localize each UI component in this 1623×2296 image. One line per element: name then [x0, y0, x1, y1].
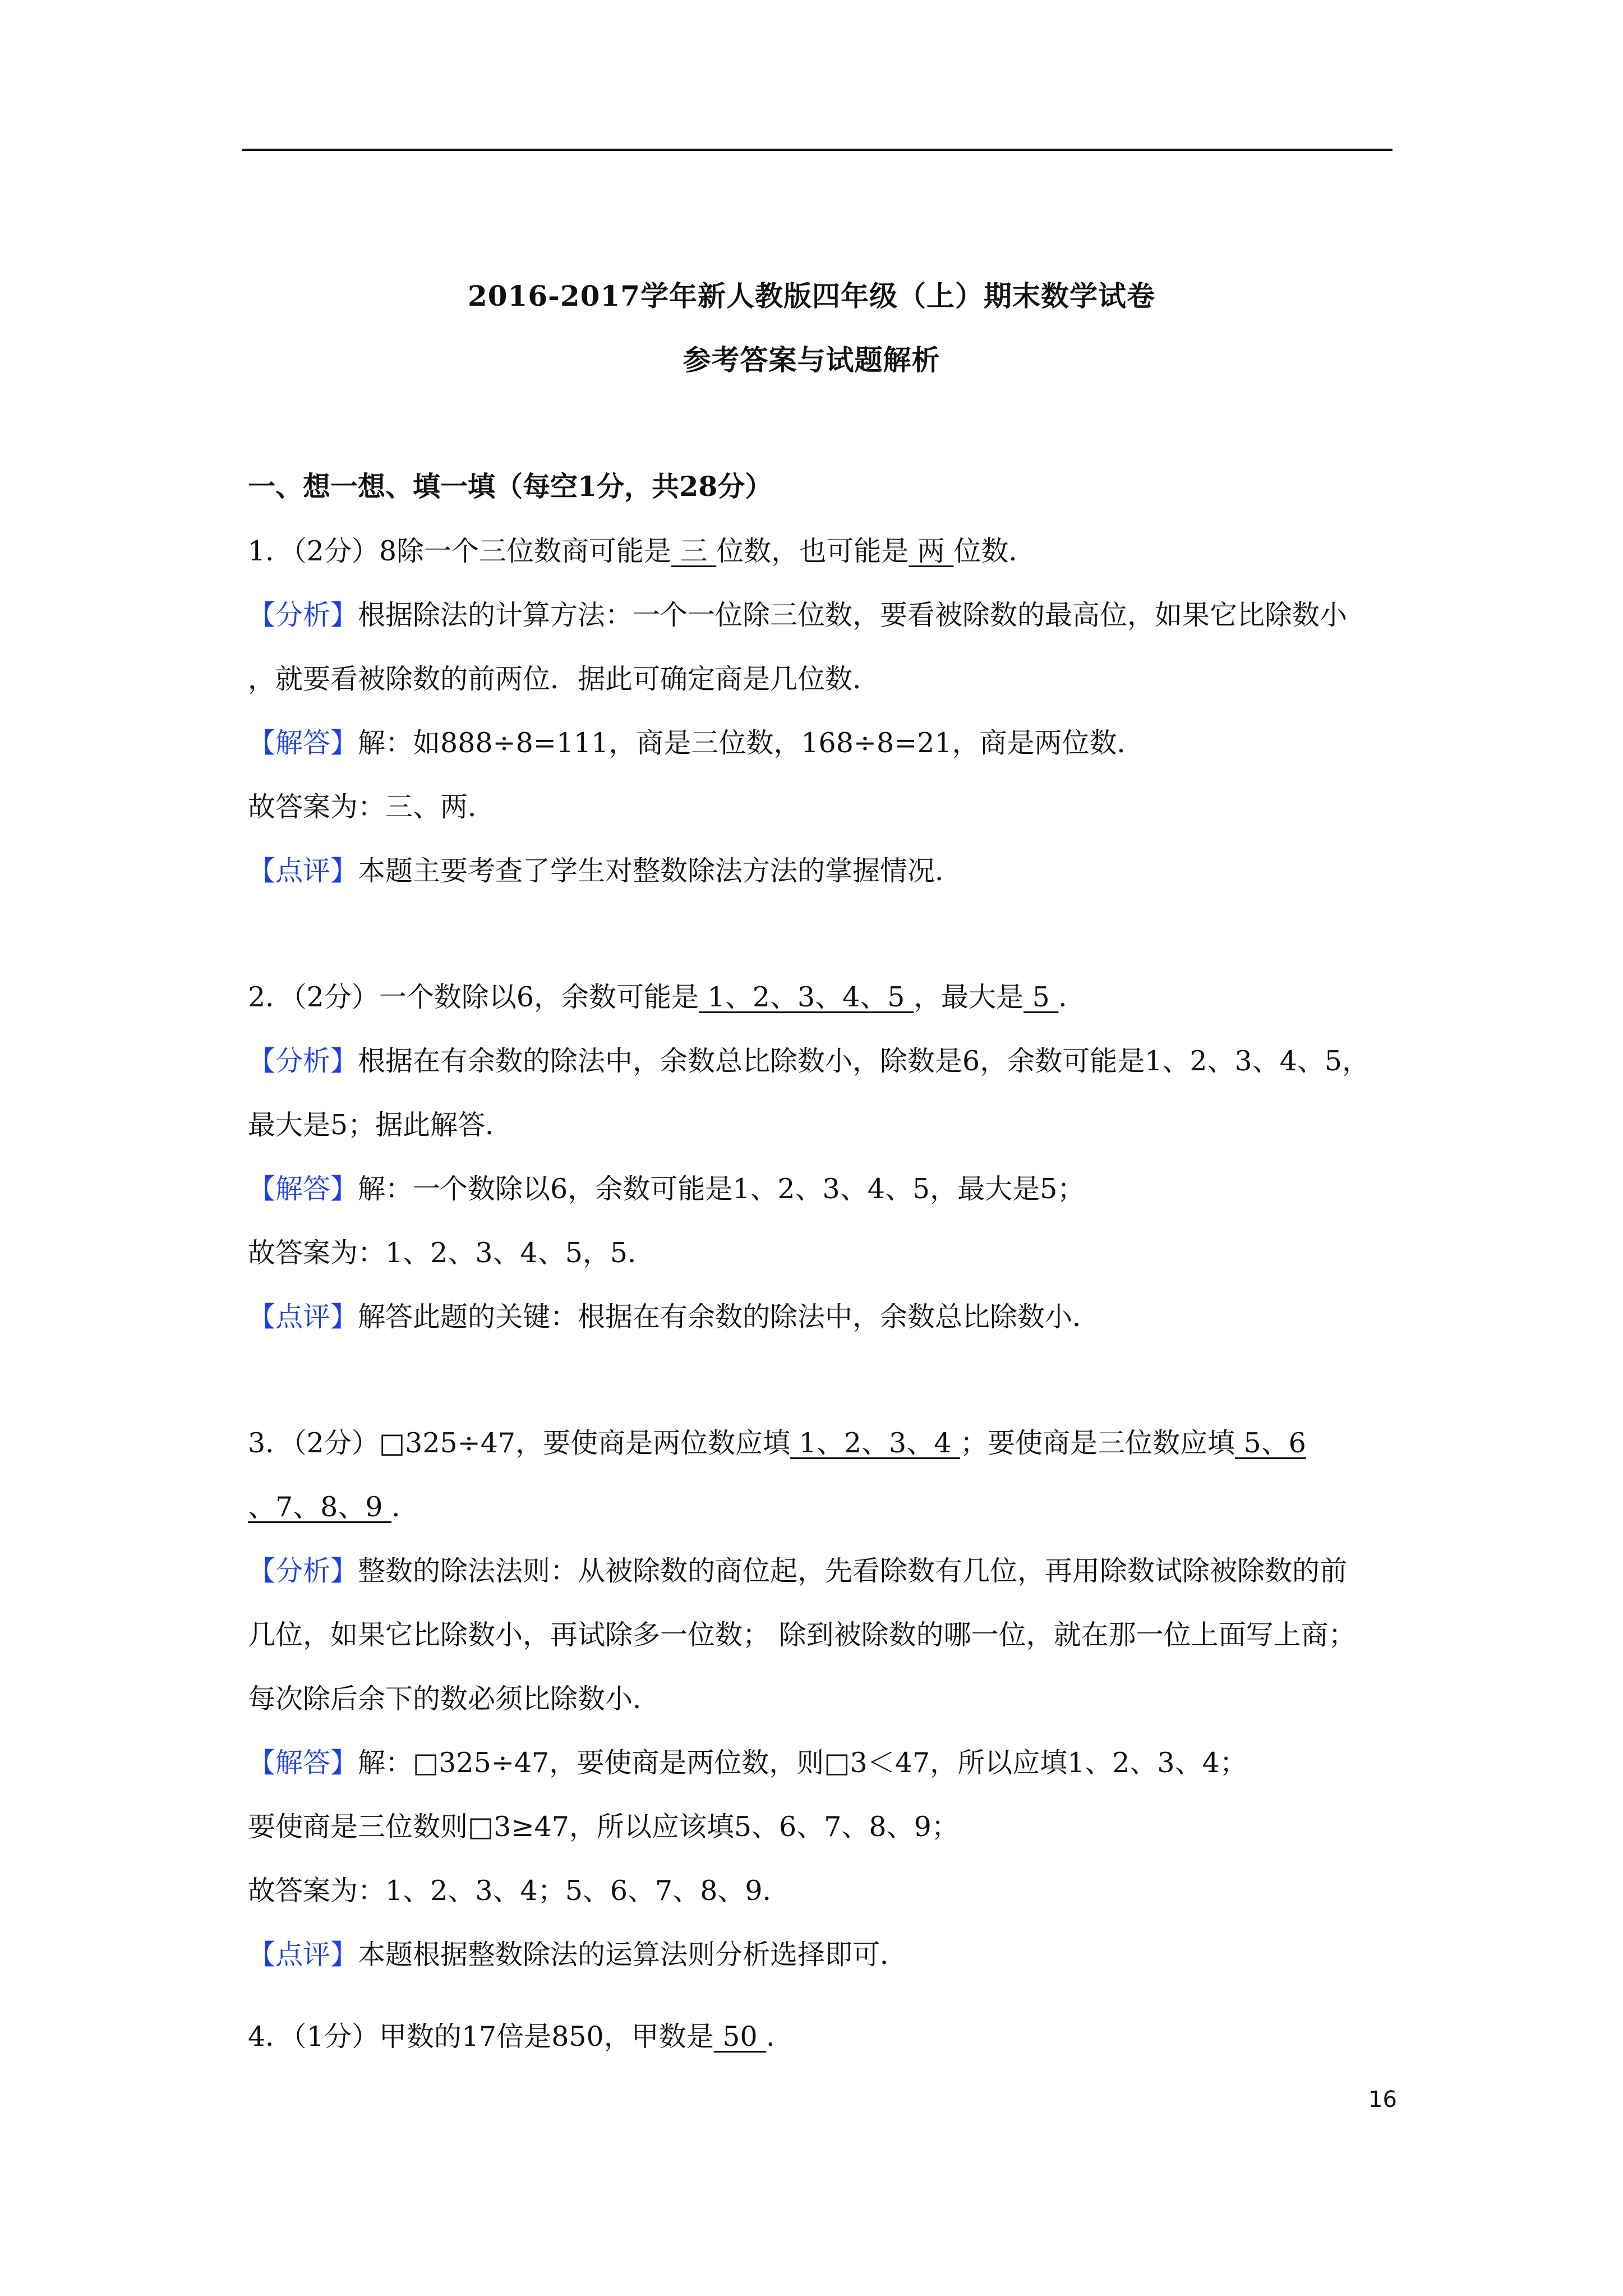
q2-comment-text: 解答此题的关键：根据在有余数的除法中，余数总比除数小．: [358, 1301, 1100, 1333]
q3-comment-text: 本题根据整数除法的运算法则分析选择即可．: [358, 1939, 908, 1971]
q3-blank-1: 1、2、3、4: [790, 1427, 960, 1459]
q1-answer-line-2: 故答案为：三、两．: [248, 791, 496, 823]
answer-tag: 【解答】: [248, 1747, 358, 1779]
q2-comment-line: [248, 1299, 1100, 1336]
document-subtitle: 参考答案与试题解析: [683, 343, 940, 376]
document-title: 2016-2017学年新人教版四年级（上）期末数学试卷: [467, 279, 1156, 312]
q1-analysis-text-1: 根据除法的计算方法：一个一位除三位数，要看被除数的最高位，如果它比除数小: [358, 599, 1348, 631]
q3-analysis-text-1: 整数的除法法则：从被除数的商位起，先看除数有几位，再用除数试除被除数的前: [358, 1555, 1348, 1587]
q4-stem-a: 4．（1分）甲数的17倍是850，甲数是: [248, 2021, 714, 2053]
comment-tag: 【点评】: [248, 855, 358, 887]
q3-blank-2: 5、6: [1234, 1427, 1306, 1459]
q3-answer-line-3: 故答案为：1、2、3、4；5、6、7、8、9．: [248, 1875, 790, 1907]
q3-analysis-line-3: 每次除后余下的数必须比除数小．: [248, 1683, 661, 1715]
q1-blank-1: 三: [671, 535, 717, 567]
question-3-stem-cont: [248, 1489, 419, 1526]
q3-answer-text-1: 解：□325÷47，要使商是两位数，则□3＜47，所以应填1、2、3、4；: [358, 1747, 1247, 1779]
q3-comment-line: [248, 1936, 907, 1973]
comment-tag: 【点评】: [248, 1939, 358, 1971]
answer-tag: 【解答】: [248, 727, 358, 759]
q1-analysis-line-1: [248, 597, 1347, 634]
section-heading: 一、想一想、填一填（每空1分，共28分）: [248, 470, 773, 503]
question-4-stem: [248, 2018, 794, 2055]
q1-stem-a: 1．（2分）8除一个三位数商可能是: [248, 535, 672, 567]
q3-blank-2-cont: 、7、8、9: [248, 1491, 392, 1523]
q4-stem-b: ．: [766, 2021, 794, 2053]
q3-analysis-line-1: [248, 1553, 1347, 1590]
q2-stem-c: ．: [1058, 981, 1086, 1013]
analysis-tag: 【分析】: [248, 1045, 358, 1077]
q2-stem-a: 2．（2分）一个数除以6，余数可能是: [248, 981, 699, 1013]
q2-answer-line-2: 故答案为：1、2、3、4、5，5．: [248, 1237, 656, 1269]
question-1-stem: [248, 533, 1036, 570]
question-3-stem: [248, 1425, 1306, 1462]
q1-comment-text: 本题主要考查了学生对整数除法方法的掌握情况．: [358, 855, 963, 887]
q1-stem-c: 位数．: [953, 535, 1036, 567]
q1-stem-b: 位数，也可能是: [716, 535, 909, 567]
q3-stem-b: ；要使商是三位数应填: [960, 1427, 1235, 1459]
q1-analysis-line-2: ，就要看被除数的前两位．据此可确定商是几位数．: [248, 663, 880, 695]
q2-analysis-line-2: 最大是5；据此解答．: [248, 1109, 513, 1141]
q2-blank-1: 1、2、3、4、5: [699, 981, 914, 1013]
q1-blank-2: 两: [909, 535, 954, 567]
question-2-stem: [248, 979, 1086, 1016]
q1-comment-line: [248, 853, 962, 890]
q2-answer-line-1: [248, 1171, 1085, 1208]
header-rule: [242, 149, 1393, 151]
q1-answer-text-1: 解：如888÷8=111，商是三位数，168÷8=21，商是两位数．: [358, 727, 1145, 759]
q2-analysis-line-1: [248, 1043, 1370, 1080]
q2-analysis-text-1: 根据在有余数的除法中，余数总比除数小，除数是6，余数可能是1、2、3、4、5，: [358, 1045, 1370, 1077]
page-number: 16: [1368, 2087, 1397, 2113]
q2-stem-b: ，最大是: [914, 981, 1024, 1013]
analysis-tag: 【分析】: [248, 1555, 358, 1587]
q3-analysis-line-2: 几位，如果它比除数小，再试除多一位数； 除到被除数的哪一位，就在那一位上面写上商；: [248, 1619, 1356, 1651]
analysis-tag: 【分析】: [248, 599, 358, 631]
q3-answer-line-2: 要使商是三位数则□3≥47，所以应该填5、6、7、8、9；: [248, 1811, 959, 1843]
q3-stem-c: ．: [391, 1491, 419, 1523]
q2-answer-text-1: 解：一个数除以6，余数可能是1、2、3、4、5，最大是5；: [358, 1173, 1085, 1205]
q3-answer-line-1: [248, 1745, 1247, 1782]
q4-blank-1: 50: [713, 2021, 767, 2053]
comment-tag: 【点评】: [248, 1301, 358, 1333]
q3-stem-a: 3．（2分）□325÷47，要使商是两位数应填: [248, 1427, 791, 1459]
answer-tag: 【解答】: [248, 1173, 358, 1205]
q2-blank-2: 5: [1023, 981, 1059, 1013]
q1-answer-line-1: [248, 725, 1145, 762]
